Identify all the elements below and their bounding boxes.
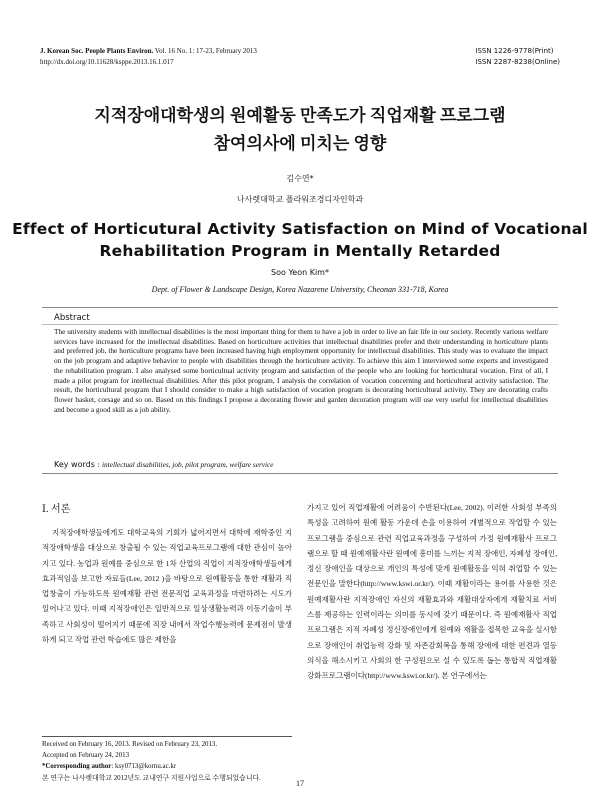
body-left-column xyxy=(42,500,292,647)
corresponding-label: *Corresponding author xyxy=(42,763,112,771)
received-date: Received on February 16, 2013. Revised on February 23, 2013. xyxy=(42,741,218,748)
accepted-date: Accepted on February 24, 2013 xyxy=(42,752,130,760)
english-title-line-1: Effect of Horticutural Activity Satisfaction on Mind of Vocational xyxy=(12,220,588,238)
keywords-label: Key words xyxy=(54,460,95,469)
volume-info: Vol. 16 No. 1: 17-23, February 2013 xyxy=(153,47,257,55)
issn-block xyxy=(475,46,560,68)
korean-title-line-2: 참여의사에 미치는 영향 xyxy=(213,134,387,153)
abstract-heading: Abstract xyxy=(54,313,90,323)
issn-print: ISSN 1226-9778(Print) xyxy=(475,47,554,55)
journal-citation xyxy=(40,46,257,68)
journal-name: J. Korean Soc. People Plants Environ. xyxy=(40,47,154,55)
corresponding-email: : ksy0713@kornu.ac.kr xyxy=(111,763,177,771)
keywords xyxy=(54,460,274,469)
issn-online: ISSN 2287-8238(Online) xyxy=(475,58,560,66)
english-author: Soo Yeon Kim* xyxy=(271,268,329,277)
corresponding-author xyxy=(42,761,292,772)
korean-title-line-1: 지적장애대학생의 원예활동 만족도가 직업재활 프로그램 xyxy=(94,106,506,125)
korean-author: 김수연* xyxy=(286,174,314,183)
abstract-divider xyxy=(42,324,558,325)
korean-affiliation: 나사렛대학교 플라워조경디자인학과 xyxy=(236,195,364,204)
abstract-text: The university students with intellectual disabilities is the most important thing for them to have a job in order to live an fair life in our society. Recently various welfare services have increased for the intellectual disabilities. Based on horticulture activities that intellectual disabilities prefer and their understanding in horticulture plants and preferred job, the horticulture programs have been increased having high employment opportunity for intellectual disabilities. This study was to evaluate the impact on the job program and adaptive behavior to people with disabilities through the horticulture activity. To achieve this aim I interviewed some experts and investigated the rehabilitation program. I also analysed some horticultual activity program and satisfaction of the people who are looking for horticultural vocation. First of all, I made a pilot program for intellectual disabilities. After this pilot program, I analysis the correlation of vocation concerning and horticultural activity satisfaction. The result, the horticultural program that I should consider to make a high satisfaction of vocation program is decorating horticultural activity. They are decorating crafts flower basket, corsage and so on. Based on this findings I propose a decorating flower and garden decoration program will use very useful for intellectual disabilities and become a good skill as a job ability. xyxy=(54,327,548,414)
doi-link[interactable]: http://dx.doi.org/10.11628/ksppe.2013.16.1.017 xyxy=(40,58,174,66)
english-title xyxy=(0,218,600,262)
body-paragraph-left: 지적장애학생들에게도 대학교육의 기회가 넓어지면서 대학에 재학중인 지적장애학생을 대상으로 창출될 수 있는 직업교육프로그램에 대한 관심이 높아지고 있다. 농업과 원예를 중심으로 한 1차 산업의 직업이 지적장애학생들에게 효과적임을 보고한 자료들(Lee, 2012 )을 바탕으로 원예활동을 통한 재활과 직업창출이 가능하도록 원예재활 관련 전문직업 교육과정을 마련하려는 시도가 일어나고 있다. 이때 지적장애인은 일반적으로 일상생활능력과 이동기술이 부족하고 사회성이 떨어지기 때문에 직장 내에서 작업수행능력에 문제점이 발생하게 되고 작업 관련 학습에도 많은 제한을 xyxy=(42,528,292,645)
body-paragraph-right: 가지고 있어 직업재활에 어려움이 수반된다(Lee, 2002). 이러한 사회성 부족의 특성을 고려하여 원예 활동 가운데 손을 이용하여 개별적으로 작업할 수 있는 프로그램을 중심으로 관련 직업교육과정을 구성하여 가정 원예재활사 프로그램으로 할 때 원예재활사란 원예에 흥미를 느끼는 지적 장애인, 자폐성 장애인, 정신 장애인을 대상으로 개인의 특성에 맞게 원예활동을 익혀 취업할 수 있는 전문인을 말한다(http://www.kswi.or.kr/). 이때 재활이라는 용어를 사용한 것은 원예재활사란 지적장애인 자신의 재활효과와 재활대상자에게 재활치료 서비스를 제공하는 인력이라는 의미를 동시에 갖기 때문이다. 즉 원예재활사 직업프로그램은 지적 자폐성 정신장애인에게 원예와 재활을 접목한 교육을 실시함으로 장애인이 취업능력 강화 및 자존감회복을 통해 장애에 대한 편견과 열등의식을 해소시키고 사회의 한 구성원으로 설 수 있도록 돕는 통합적 직업재활 강화프로그램이다(http://www.kswi.or.kr/). 본 연구에서는 xyxy=(307,503,557,681)
funding-note: 본 연구는 나사렛대학교 2012년도 교내연구 지원사업으로 수행되었습니다. xyxy=(42,774,261,782)
korean-title xyxy=(0,102,600,158)
footnotes xyxy=(42,736,292,784)
english-affiliation: Dept. of Flower & Landscape Design, Korea Nazarene University, Cheonan 331-718, Korea xyxy=(151,285,449,294)
keywords-separator: : xyxy=(94,460,102,469)
section-heading-introduction: Ⅰ. 서론 xyxy=(42,504,71,515)
abstract-section xyxy=(42,307,558,474)
body-right-column xyxy=(307,500,557,684)
english-title-line-2: Rehabilitation Program in Mentally Retarded xyxy=(99,242,501,260)
keywords-text: intellectual disabilities, job, pilot program, welfare service xyxy=(102,460,274,469)
page-number: 17 xyxy=(296,779,304,788)
